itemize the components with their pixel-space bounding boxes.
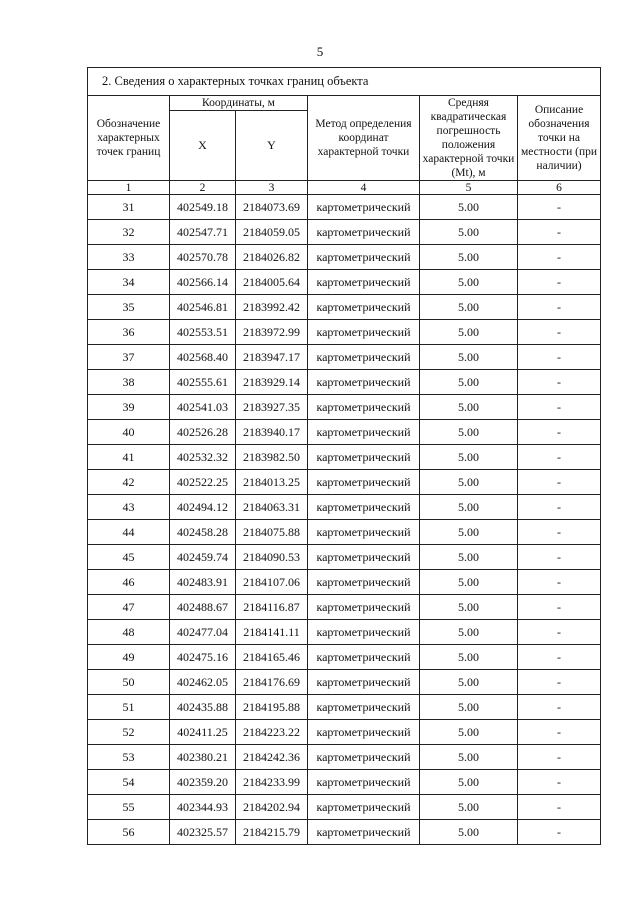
cell-coord-x: 402549.18 [170,195,236,220]
cell-coord-x: 402344.93 [170,795,236,820]
cell-description: - [518,545,601,570]
boundary-points-table [87,67,601,845]
cell-point-id: 39 [88,395,170,420]
cell-coord-y: 2184223.22 [236,720,308,745]
table-row [88,595,601,620]
cell-error: 5.00 [420,520,518,545]
cell-point-id: 55 [88,795,170,820]
section-title: 2. Сведения о характерных точках границ объекта [88,68,601,96]
cell-method: картометрический [308,295,420,320]
table-row [88,420,601,445]
cell-method: картометрический [308,445,420,470]
cell-method: картометрический [308,245,420,270]
cell-error: 5.00 [420,570,518,595]
header-error: Средняя квадратическая погрешность положения характерной точки (Mt), м [420,96,518,181]
cell-coord-y: 2183972.99 [236,320,308,345]
cell-point-id: 36 [88,320,170,345]
cell-point-id: 54 [88,770,170,795]
table-row [88,720,601,745]
cell-coord-x: 402488.67 [170,595,236,620]
cell-coord-x: 402380.21 [170,745,236,770]
table-row [88,670,601,695]
cell-error: 5.00 [420,645,518,670]
cell-method: картометрический [308,520,420,545]
cell-description: - [518,470,601,495]
cell-point-id: 41 [88,445,170,470]
cell-error: 5.00 [420,445,518,470]
cell-coord-y: 2184233.99 [236,770,308,795]
cell-method: картометрический [308,570,420,595]
cell-description: - [518,570,601,595]
cell-error: 5.00 [420,470,518,495]
table-row [88,495,601,520]
cell-coord-x: 402477.04 [170,620,236,645]
cell-coord-x: 402568.40 [170,345,236,370]
cell-point-id: 52 [88,720,170,745]
cell-method: картометрический [308,220,420,245]
cell-method: картометрический [308,795,420,820]
cell-point-id: 46 [88,570,170,595]
cell-error: 5.00 [420,595,518,620]
cell-description: - [518,295,601,320]
cell-method: картометрический [308,645,420,670]
cell-error: 5.00 [420,295,518,320]
cell-point-id: 38 [88,370,170,395]
header-coordinates: Координаты, м [170,96,308,111]
cell-description: - [518,795,601,820]
cell-description: - [518,495,601,520]
cell-coord-y: 2184141.11 [236,620,308,645]
cell-description: - [518,345,601,370]
cell-point-id: 35 [88,295,170,320]
header-x: X [170,111,236,181]
cell-error: 5.00 [420,670,518,695]
table-row [88,795,601,820]
cell-method: картометрический [308,745,420,770]
table-row [88,270,601,295]
cell-coord-x: 402532.32 [170,445,236,470]
column-number: 2 [170,181,236,195]
cell-method: картометрический [308,620,420,645]
cell-point-id: 37 [88,345,170,370]
cell-description: - [518,445,601,470]
cell-method: картометрический [308,395,420,420]
cell-method: картометрический [308,420,420,445]
table-row [88,770,601,795]
cell-description: - [518,770,601,795]
cell-description: - [518,670,601,695]
cell-error: 5.00 [420,745,518,770]
cell-description: - [518,645,601,670]
cell-coord-y: 2183992.42 [236,295,308,320]
column-number: 3 [236,181,308,195]
table-row [88,445,601,470]
cell-error: 5.00 [420,820,518,845]
cell-coord-y: 2184176.69 [236,670,308,695]
cell-description: - [518,520,601,545]
cell-error: 5.00 [420,245,518,270]
cell-coord-y: 2184090.53 [236,545,308,570]
cell-point-id: 40 [88,420,170,445]
cell-coord-x: 402555.61 [170,370,236,395]
cell-method: картометрический [308,320,420,345]
cell-method: картометрический [308,595,420,620]
cell-point-id: 50 [88,670,170,695]
table-row [88,245,601,270]
cell-coord-x: 402475.16 [170,645,236,670]
cell-coord-x: 402541.03 [170,395,236,420]
table-row [88,395,601,420]
cell-coord-y: 2184242.36 [236,745,308,770]
cell-coord-x: 402566.14 [170,270,236,295]
cell-point-id: 34 [88,270,170,295]
cell-coord-x: 402522.25 [170,470,236,495]
column-number: 1 [88,181,170,195]
cell-coord-y: 2183940.17 [236,420,308,445]
cell-coord-y: 2184013.25 [236,470,308,495]
cell-coord-x: 402459.74 [170,545,236,570]
table-row [88,370,601,395]
cell-error: 5.00 [420,695,518,720]
cell-method: картометрический [308,270,420,295]
table-row [88,520,601,545]
cell-method: картометрический [308,820,420,845]
table-row [88,320,601,345]
cell-coord-y: 2184005.64 [236,270,308,295]
header-method: Метод определения координат характерной точки [308,96,420,181]
cell-error: 5.00 [420,195,518,220]
cell-method: картометрический [308,545,420,570]
page-number: 5 [316,44,324,59]
table-row [88,545,601,570]
cell-coord-x: 402547.71 [170,220,236,245]
cell-error: 5.00 [420,270,518,295]
column-number: 6 [518,181,601,195]
cell-coord-x: 402435.88 [170,695,236,720]
cell-error: 5.00 [420,545,518,570]
cell-point-id: 44 [88,520,170,545]
cell-error: 5.00 [420,370,518,395]
cell-coord-x: 402483.91 [170,570,236,595]
table-row [88,470,601,495]
cell-error: 5.00 [420,770,518,795]
cell-point-id: 42 [88,470,170,495]
header-designation: Обозначение характерных точек границ [88,96,170,181]
cell-error: 5.00 [420,345,518,370]
cell-coord-x: 402411.25 [170,720,236,745]
cell-point-id: 47 [88,595,170,620]
cell-method: картометрический [308,370,420,395]
cell-point-id: 56 [88,820,170,845]
column-number: 4 [308,181,420,195]
table-row [88,645,601,670]
cell-coord-x: 402458.28 [170,520,236,545]
cell-coord-y: 2184116.87 [236,595,308,620]
cell-point-id: 49 [88,645,170,670]
cell-point-id: 32 [88,220,170,245]
cell-method: картометрический [308,770,420,795]
cell-description: - [518,395,601,420]
cell-coord-x: 402462.05 [170,670,236,695]
cell-point-id: 31 [88,195,170,220]
cell-point-id: 33 [88,245,170,270]
table-row [88,745,601,770]
cell-coord-y: 2183982.50 [236,445,308,470]
cell-coord-y: 2184026.82 [236,245,308,270]
cell-description: - [518,370,601,395]
cell-description: - [518,320,601,345]
cell-point-id: 45 [88,545,170,570]
cell-description: - [518,220,601,245]
cell-description: - [518,745,601,770]
cell-method: картометрический [308,720,420,745]
cell-method: картометрический [308,345,420,370]
cell-description: - [518,195,601,220]
cell-coord-x: 402546.81 [170,295,236,320]
cell-error: 5.00 [420,495,518,520]
cell-coord-y: 2183947.17 [236,345,308,370]
cell-error: 5.00 [420,320,518,345]
cell-method: картометрический [308,670,420,695]
cell-coord-y: 2184059.05 [236,220,308,245]
cell-point-id: 43 [88,495,170,520]
cell-point-id: 48 [88,620,170,645]
table-row [88,620,601,645]
cell-coord-y: 2184202.94 [236,795,308,820]
cell-description: - [518,820,601,845]
cell-coord-x: 402325.57 [170,820,236,845]
table-row [88,820,601,845]
cell-error: 5.00 [420,795,518,820]
cell-coord-y: 2183927.35 [236,395,308,420]
table-row [88,695,601,720]
cell-error: 5.00 [420,420,518,445]
cell-method: картометрический [308,470,420,495]
cell-coord-y: 2184107.06 [236,570,308,595]
cell-description: - [518,595,601,620]
cell-coord-y: 2184063.31 [236,495,308,520]
cell-coord-x: 402553.51 [170,320,236,345]
cell-error: 5.00 [420,620,518,645]
cell-method: картометрический [308,195,420,220]
header-description: Описание обозначения точки на местности (при наличии) [518,96,601,181]
table-row [88,220,601,245]
cell-error: 5.00 [420,220,518,245]
cell-coord-y: 2184073.69 [236,195,308,220]
cell-point-id: 53 [88,745,170,770]
cell-description: - [518,695,601,720]
header-y: Y [236,111,308,181]
cell-description: - [518,420,601,445]
cell-method: картометрический [308,695,420,720]
cell-description: - [518,245,601,270]
cell-error: 5.00 [420,720,518,745]
cell-method: картометрический [308,495,420,520]
cell-point-id: 51 [88,695,170,720]
cell-error: 5.00 [420,395,518,420]
cell-coord-x: 402359.20 [170,770,236,795]
cell-coord-x: 402494.12 [170,495,236,520]
cell-description: - [518,720,601,745]
cell-description: - [518,620,601,645]
cell-coord-y: 2184165.46 [236,645,308,670]
cell-coord-y: 2183929.14 [236,370,308,395]
table-row [88,570,601,595]
table-row [88,295,601,320]
cell-coord-x: 402570.78 [170,245,236,270]
cell-coord-y: 2184195.88 [236,695,308,720]
table-row [88,195,601,220]
column-number: 5 [420,181,518,195]
table-row [88,345,601,370]
cell-coord-y: 2184075.88 [236,520,308,545]
cell-description: - [518,270,601,295]
cell-coord-x: 402526.28 [170,420,236,445]
cell-coord-y: 2184215.79 [236,820,308,845]
